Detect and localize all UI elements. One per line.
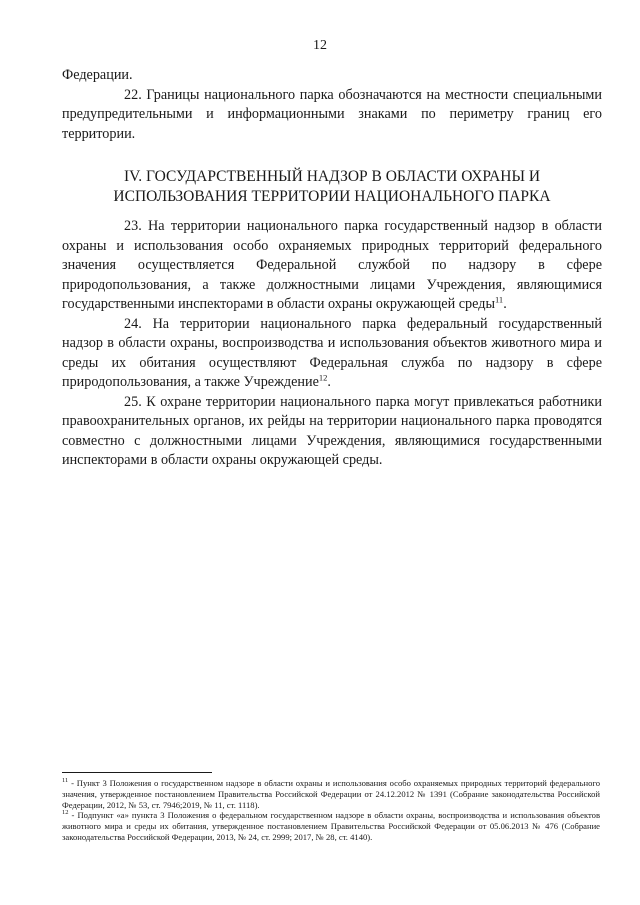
footnote-ref-12: 12: [318, 372, 328, 383]
page-number: 12: [313, 38, 327, 53]
footnote-12-mark: 12: [62, 809, 69, 817]
footnote-11: [62, 778, 600, 810]
top-text-block: [62, 66, 602, 144]
paragraph-22: 22. Границы национального парка обозначаются на местности специальными предупредительными и информационными знаками по периметру границ его территории.: [62, 86, 602, 142]
footnote-12-text: - Подпункт «а» пункта 3 Положения о федеральном государственном надзоре в области охраны, воспроизводства и использования объектов животного мира и среды их обитания, утвержденное постановлением Правительства Российской Федерации от 05.06.2013 № 476 (Собрание законодательства Российской Федерации, 2013, № 24, ст. 2999; 2017, № 28, ст. 4140).: [62, 810, 600, 842]
section-body: [62, 217, 602, 471]
continuation-text: Федерации.: [62, 67, 133, 83]
section-heading-line-1: IV. ГОСУДАРСТВЕННЫЙ НАДЗОР В ОБЛАСТИ ОХРАНЫ И: [123, 168, 541, 185]
footnote-separator: [62, 772, 212, 773]
paragraph-24-end: .: [327, 374, 331, 390]
paragraph-23: [62, 217, 602, 315]
footnote-ref-11: 11: [495, 294, 504, 305]
section-heading: [62, 167, 602, 207]
footnote-11-text: - Пункт 3 Положения о государственном надзоре в области охраны и использования особо охраняемых природных территорий федерального значения, утвержденное постановлением Правительства Российской Федерации от 24.12.2012 № 1391 (Собрание законодательства Российской Федерации, 2012, № 53, ст. 7946;2019, № 11, ст. 1118).: [62, 778, 600, 810]
paragraph-24: [62, 315, 602, 393]
paragraph-23-end: .: [503, 296, 507, 312]
paragraph-23-text: 23. На территории национального парка государственный надзор в области охраны и использования особо охраняемых природных территорий федерального значения осуществляется Федеральной службой по надзору в сфере природопользования, а также должностными лицами Учреждения, являющимися государственными инспекторами в области охраны окружающей среды: [62, 218, 602, 312]
paragraph-24-text: 24. На территории национального парка федеральный государственный надзор в области охраны, воспроизводства и использования объектов животного мира и среды их обитания осуществляют Федеральная служба по надзору в сфере природопользования, а также Учреждение: [62, 315, 602, 390]
paragraph-25: 25. К охране территории национального парка могут привлекаться работники правоохранительных органов, их рейды на территории национального парка проводятся совместно с должностными лицами Учреждения, являющимися государственными инспекторами в области охраны окружающей среды.: [62, 393, 602, 468]
footnote-12: [62, 810, 600, 842]
footnote-11-mark: 11: [62, 777, 69, 785]
section-heading-line-2: ИСПОЛЬЗОВАНИЯ ТЕРРИТОРИИ НАЦИОНАЛЬНОГО ПАРКА: [113, 188, 551, 205]
footnotes: [62, 778, 600, 843]
